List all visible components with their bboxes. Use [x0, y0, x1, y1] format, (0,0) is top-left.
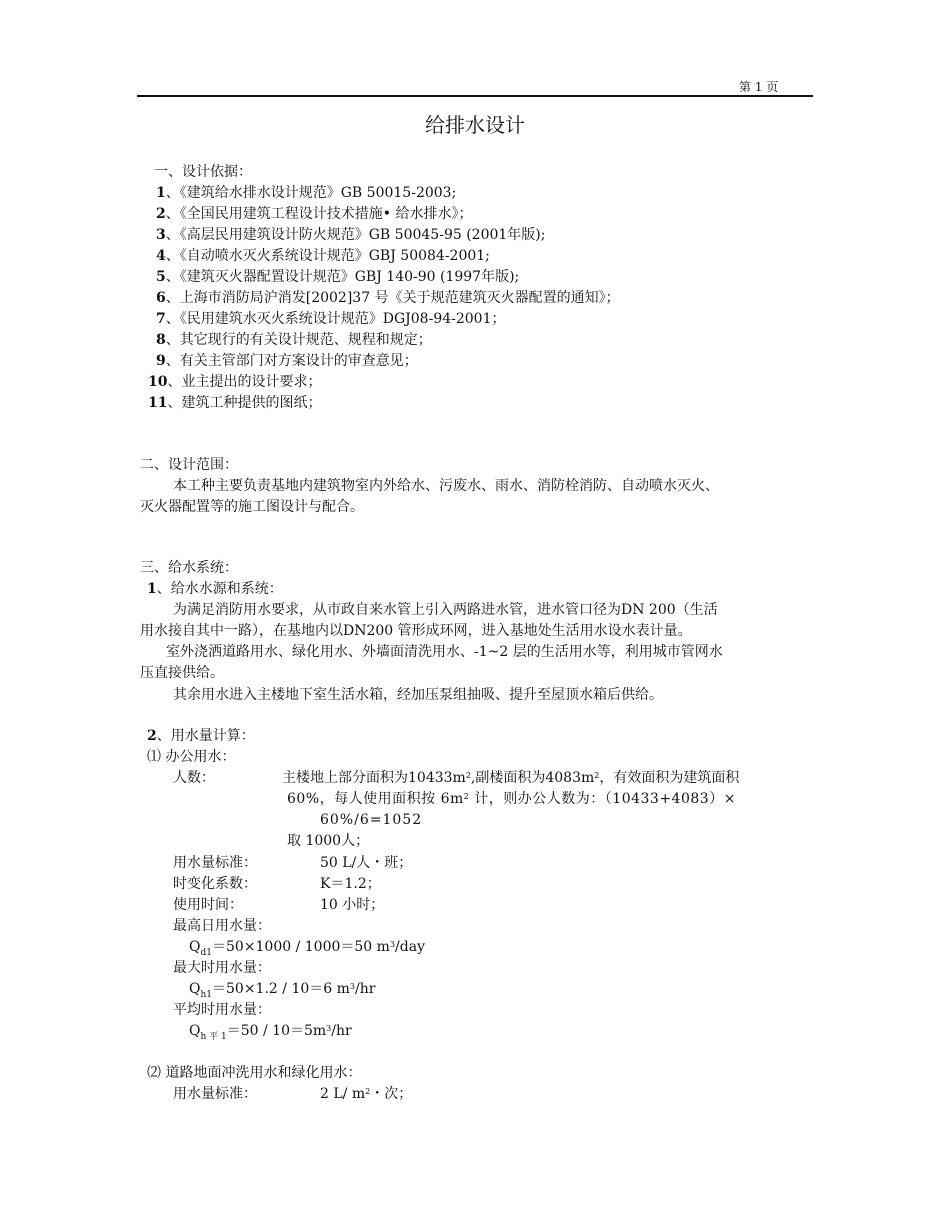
basis-item	[148, 372, 321, 392]
field-value: 60%，每人使用面积按 $6m^2$ 计，则办公人数为：（10433+4083）×	[287, 791, 736, 807]
field-label: 用水量标准：	[173, 1086, 257, 1102]
item-number: 5	[156, 269, 166, 285]
basis-item	[156, 288, 620, 308]
basis-item	[156, 204, 472, 224]
item-text: 、上海市消防局沪消发[2002]37 号《关于规范建筑灭火器配置的通知》；	[165, 290, 620, 306]
basis-item	[156, 309, 506, 329]
item-number: 9	[156, 353, 166, 369]
section-heading: 二、设计范围：	[140, 457, 238, 473]
item-number: 2	[156, 206, 166, 222]
field-label: 人数：	[173, 770, 215, 786]
subsection-heading	[147, 579, 283, 599]
case-heading: ⑵ 道路地面冲洗用水和绿化用水：	[147, 1065, 362, 1081]
field-label: 平均时用水量：	[173, 1002, 271, 1018]
paragraph-line: 灭火器配置等的施工图设计与配合。	[140, 499, 364, 515]
item-number: 8	[156, 332, 166, 348]
item-text: 、有关主管部门对方案设计的审查意见；	[165, 353, 418, 369]
basis-item	[156, 246, 490, 266]
formula: $Q_{d1}=50\times 1000 / 1000=50$ $m^3$/day	[189, 939, 425, 958]
formula: $Q_{h1}=50\times 1.2 / 10=6$ $m^3/hr$	[189, 981, 376, 1000]
header-rule	[137, 95, 813, 97]
item-number: 6	[156, 290, 166, 306]
subsection-heading	[147, 726, 255, 746]
item-text: 、业主提出的设计要求；	[167, 374, 322, 390]
basis-item	[156, 183, 456, 203]
item-number: 11	[148, 395, 168, 411]
item-text: 、《自动喷水灭火系统设计规范》GBJ 50084-2001;	[165, 248, 490, 264]
field-value: 2 L/ $m^2$・次；	[320, 1086, 413, 1102]
item-text: 、建筑工种提供的图纸；	[167, 395, 322, 411]
basis-item	[156, 351, 418, 371]
item-number: 2	[147, 728, 157, 744]
field-value: 主楼地上部分面积为$10433m^2$,副楼面积为$4083m^2$，有效面积为建筑面积	[282, 770, 740, 786]
document-title: 给排水设计	[425, 113, 525, 137]
field-value: K＝1.2；	[320, 876, 381, 892]
field-label: 最高日用水量：	[173, 918, 271, 934]
item-number: 1	[147, 581, 157, 597]
basis-item	[148, 393, 321, 413]
item-text: 、《高层民用建筑设计防火规范》GB 50045-95 (2001年版);	[165, 227, 546, 243]
paragraph-line: 用水接自其中一路），在基地内以DN200 管形成环网，进入基地处生活用水设水表计量。	[140, 623, 692, 639]
item-number: 4	[156, 248, 166, 264]
paragraph-line: 压直接供给。	[140, 665, 224, 681]
section-heading: 三、给水系统：	[140, 560, 238, 576]
basis-item	[156, 225, 545, 245]
item-text: 、《建筑灭火器配置设计规范》GBJ 140-90 (1997年版);	[165, 269, 520, 285]
item-number: 1	[156, 185, 166, 201]
page-number: 第 1 页	[739, 80, 779, 94]
basis-item	[156, 267, 519, 287]
formula: $Q_{h 平 1}=50 / 10=5m^3/hr$	[189, 1023, 352, 1042]
field-label: 最大时用水量：	[173, 960, 271, 976]
paragraph-line: 其余用水进入主楼地下室生活水箱，经加压泵组抽吸、提升至屋顶水箱后供给。	[173, 687, 663, 703]
item-number: 3	[156, 227, 166, 243]
field-value: 60%/6=1052	[320, 812, 423, 828]
item-number: 7	[156, 311, 166, 327]
item-text: 、《民用建筑水灭火系统设计规范》DGJ08-94-2001；	[165, 311, 506, 327]
item-text: 、《建筑给水排水设计规范》GB 50015-2003;	[165, 185, 457, 201]
field-value: 取 1000人；	[287, 833, 370, 849]
item-text: 、给水水源和系统：	[156, 581, 283, 597]
field-label: 使用时间：	[173, 897, 243, 913]
section-heading: 一、设计依据：	[154, 164, 252, 180]
item-text: 、其它现行的有关设计规范、规程和规定；	[165, 332, 432, 348]
field-value: 10 小时；	[320, 897, 385, 913]
field-label: 用水量标准：	[173, 855, 257, 871]
field-label: 时变化系数：	[173, 876, 257, 892]
paragraph-line: 为满足消防用水要求，从市政自来水管上引入两路进水管，进水管口径为DN 200（生活	[173, 602, 718, 618]
field-value: 50 L/人・班；	[320, 855, 413, 871]
item-text: 、用水量计算：	[156, 728, 255, 744]
paragraph-line: 本工种主要负责基地内建筑物室内外给水、污废水、雨水、消防栓消防、自动喷水灭火、	[173, 478, 719, 494]
paragraph-line: 室外浇洒道路用水、绿化用水、外墙面清洗用水、-1~2 层的生活用水等，利用城市管网水	[166, 644, 723, 660]
basis-item	[156, 330, 432, 350]
item-text: 、《全国民用建筑工程设计技术措施• 给水排水》；	[165, 206, 473, 222]
case-heading: ⑴ 办公用水：	[147, 749, 236, 765]
item-number: 10	[148, 374, 168, 390]
